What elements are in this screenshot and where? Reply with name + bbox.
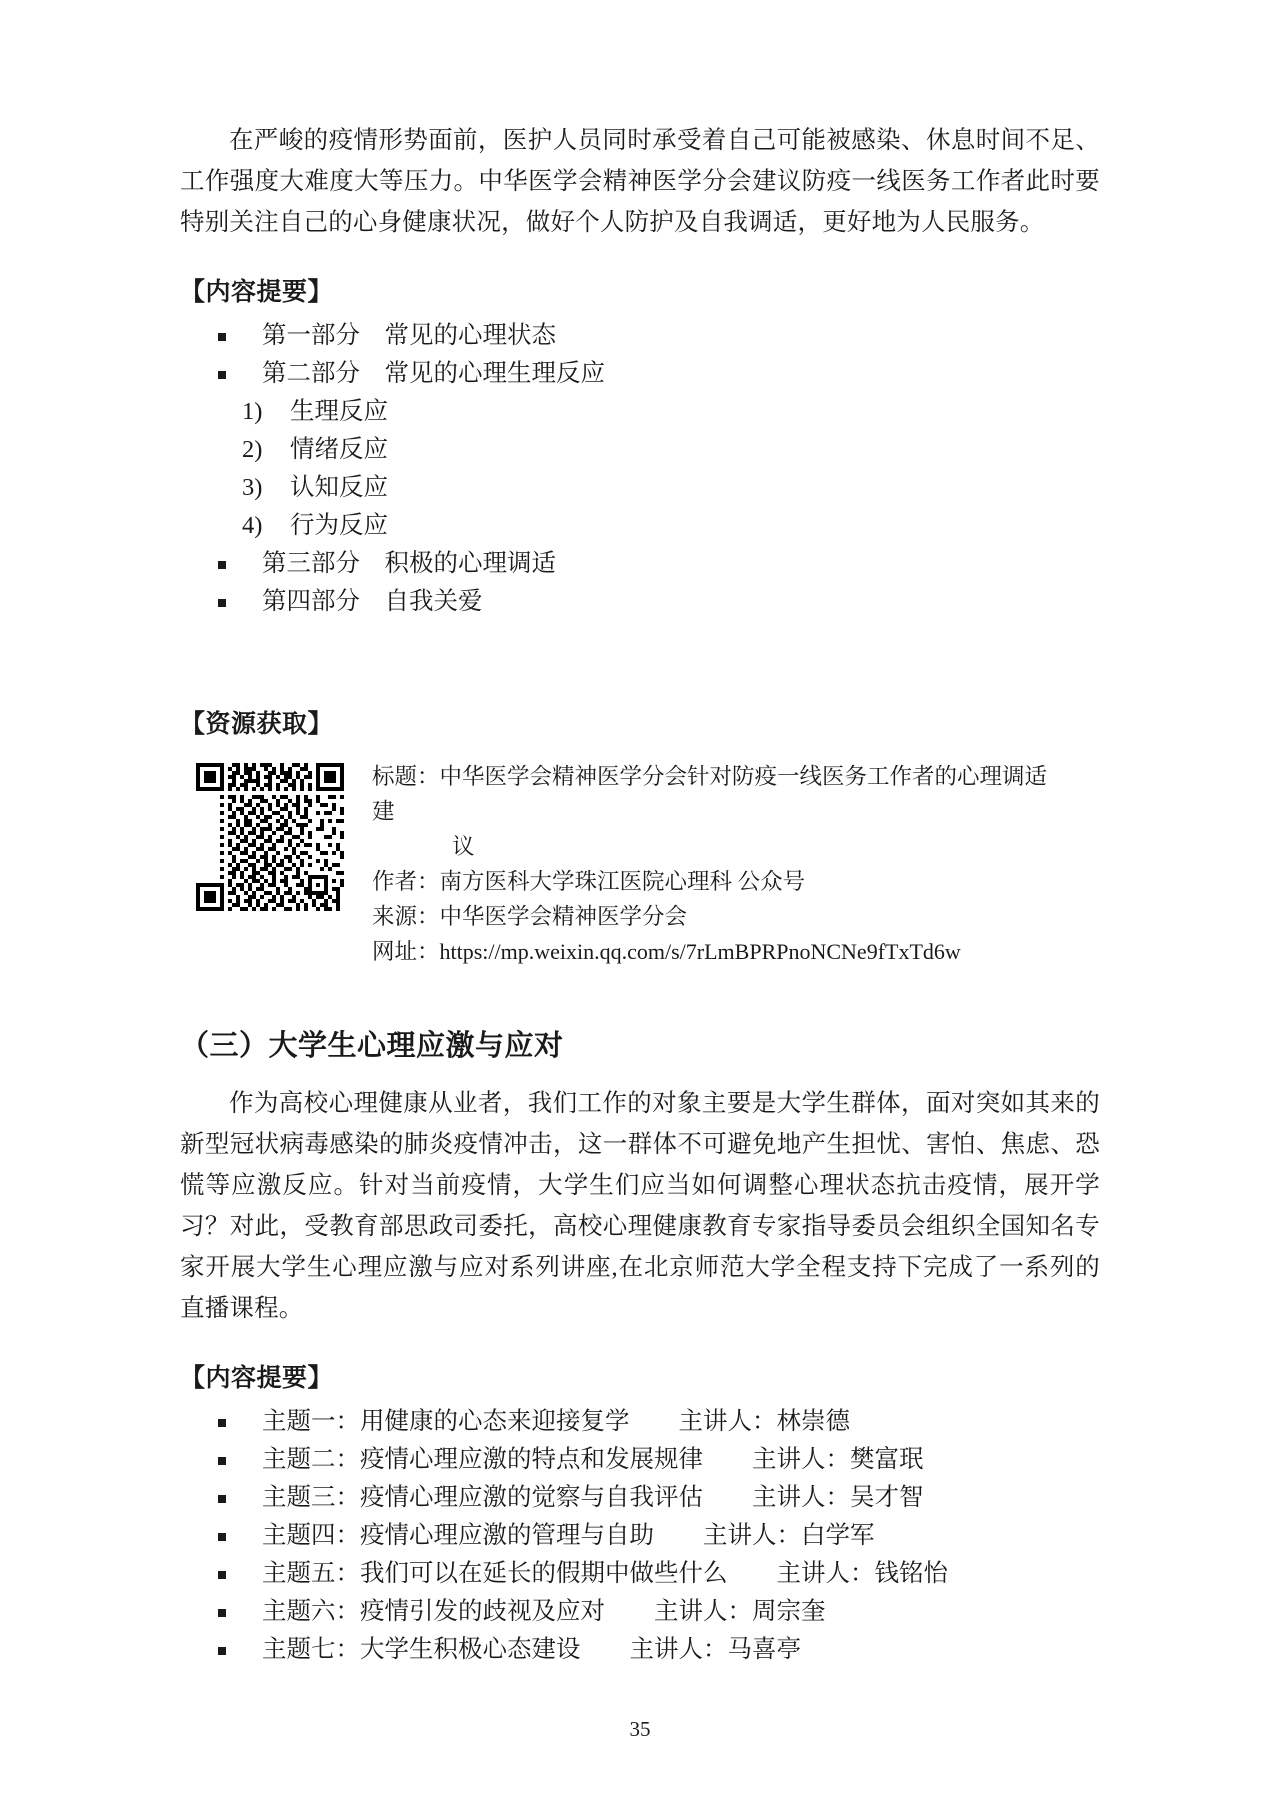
list-item-label: 主题三：疫情心理应激的觉察与自我评估 主讲人：吴才智 bbox=[262, 1484, 924, 1511]
list-item-number: 3) bbox=[242, 474, 263, 501]
list-item bbox=[180, 1555, 1100, 1593]
spacer bbox=[180, 969, 1100, 1023]
square-bullet-icon bbox=[218, 1571, 226, 1579]
resource-title-line bbox=[372, 759, 1052, 829]
page-number: 35 bbox=[629, 1717, 651, 1741]
outline-sublist-1 bbox=[180, 393, 1100, 545]
list-item-label: 第二部分 常见的心理生理反应 bbox=[262, 360, 605, 387]
list-item bbox=[180, 1631, 1100, 1669]
list-item bbox=[180, 1441, 1100, 1479]
resource-title-label: 标题： bbox=[372, 764, 440, 789]
list-item bbox=[180, 393, 1100, 431]
list-item bbox=[180, 317, 1100, 355]
square-bullet-icon bbox=[218, 1609, 226, 1617]
resource-title-value: 中华医学会精神医学分会针对防疫一线医务工作者的心理调适建 bbox=[372, 764, 1048, 824]
list-item-label: 主题二：疫情心理应激的特点和发展规律 主讲人：樊富珉 bbox=[262, 1446, 924, 1473]
list-item-number: 2) bbox=[242, 436, 263, 463]
topics-list bbox=[180, 1403, 1100, 1669]
list-item-label: 主题一：用健康的心态来迎接复学 主讲人：林崇德 bbox=[262, 1408, 850, 1435]
spacer bbox=[180, 621, 1100, 675]
resource-details bbox=[372, 755, 1052, 969]
list-item-label: 生理反应 bbox=[290, 398, 388, 425]
intro-paragraph: 在严峻的疫情形势面前，医护人员同时承受着自己可能被感染、休息时间不足、工作强度大难度大等压力。中华医学会精神医学分会建议防疫一线医务工作者此时要特别关注自己的心身健康状况，做好个人防护及自我调适，更好地为人民服务。 bbox=[180, 127, 1100, 236]
square-bullet-icon bbox=[218, 1495, 226, 1503]
square-bullet-icon bbox=[218, 1647, 226, 1655]
list-item-label: 主题五：我们可以在延长的假期中做些什么 主讲人：钱铭怡 bbox=[262, 1560, 948, 1587]
qr-code-icon bbox=[196, 763, 344, 911]
list-item-label: 主题六：疫情引发的歧视及应对 主讲人：周宗奎 bbox=[262, 1598, 826, 1625]
list-item bbox=[180, 1593, 1100, 1631]
list-item bbox=[180, 545, 1100, 583]
list-item bbox=[180, 469, 1100, 507]
resource-source-value: 中华医学会精神医学分会 bbox=[439, 904, 688, 929]
resource-author-value: 南方医科大学珠江医院心理科 公众号 bbox=[439, 869, 806, 894]
resource-heading: 【资源获取】 bbox=[180, 711, 334, 738]
square-bullet-icon bbox=[218, 599, 226, 607]
list-item bbox=[180, 1403, 1100, 1441]
square-bullet-icon bbox=[218, 371, 226, 379]
square-bullet-icon bbox=[218, 1457, 226, 1465]
spacer bbox=[180, 1069, 1100, 1083]
square-bullet-icon bbox=[218, 1533, 226, 1541]
list-item-number: 4) bbox=[242, 512, 263, 539]
list-item bbox=[180, 507, 1100, 545]
list-item-number: 1) bbox=[242, 398, 263, 425]
outline-heading-2: 【内容提要】 bbox=[180, 1365, 334, 1392]
list-item bbox=[180, 583, 1100, 621]
resource-source-line bbox=[372, 899, 1052, 934]
list-item-label: 第三部分 积极的心理调适 bbox=[262, 550, 556, 577]
list-item-label: 情绪反应 bbox=[290, 436, 388, 463]
section-paragraph: 作为高校心理健康从业者，我们工作的对象主要是大学生群体，面对突如其来的新型冠状病毒感染的肺炎疫情冲击，这一群体不可避免地产生担忧、害怕、焦虑、恐慌等应激反应。针对当前疫情，大学生们应当如何调整心理状态抗击疫情，展开学习？对此，受教育部思政司委托，高校心理健康教育专家指导委员会组织全国知名专家开展大学生心理应激与应对系列讲座,在北京师范大学全程支持下完成了一系列的直播课程。 bbox=[180, 1090, 1100, 1322]
resource-author-label: 作者： bbox=[372, 869, 440, 894]
outline-heading-1: 【内容提要】 bbox=[180, 279, 334, 306]
outline-list-1 bbox=[180, 317, 1100, 393]
section-title: （三）大学生心理应激与应对 bbox=[180, 1030, 564, 1062]
resource-url-line bbox=[372, 934, 1052, 969]
resource-block bbox=[180, 755, 1100, 969]
square-bullet-icon bbox=[218, 333, 226, 341]
list-item-label: 主题四：疫情心理应激的管理与自助 主讲人：白学军 bbox=[262, 1522, 875, 1549]
list-item-label: 主题七：大学生积极心态建设 主讲人：马喜亭 bbox=[262, 1636, 801, 1663]
resource-url-value[interactable]: https://mp.weixin.qq.com/s/7rLmBPRPnoNCNe9fTxTd6w bbox=[439, 939, 961, 964]
outline-list-1-tail bbox=[180, 545, 1100, 621]
resource-url-label: 网址： bbox=[372, 939, 440, 964]
list-item bbox=[180, 1479, 1100, 1517]
list-item bbox=[180, 355, 1100, 393]
resource-source-label: 来源： bbox=[372, 904, 440, 929]
resource-author-line bbox=[372, 864, 1052, 899]
resource-title-line-2: 议 bbox=[452, 834, 475, 859]
list-item bbox=[180, 431, 1100, 469]
square-bullet-icon bbox=[218, 561, 226, 569]
list-item bbox=[180, 1517, 1100, 1555]
list-item-label: 认知反应 bbox=[290, 474, 388, 501]
list-item-label: 第四部分 自我关爱 bbox=[262, 588, 483, 615]
list-item-label: 行为反应 bbox=[290, 512, 388, 539]
square-bullet-icon bbox=[218, 1419, 226, 1427]
list-item-label: 第一部分 常见的心理状态 bbox=[262, 322, 556, 349]
